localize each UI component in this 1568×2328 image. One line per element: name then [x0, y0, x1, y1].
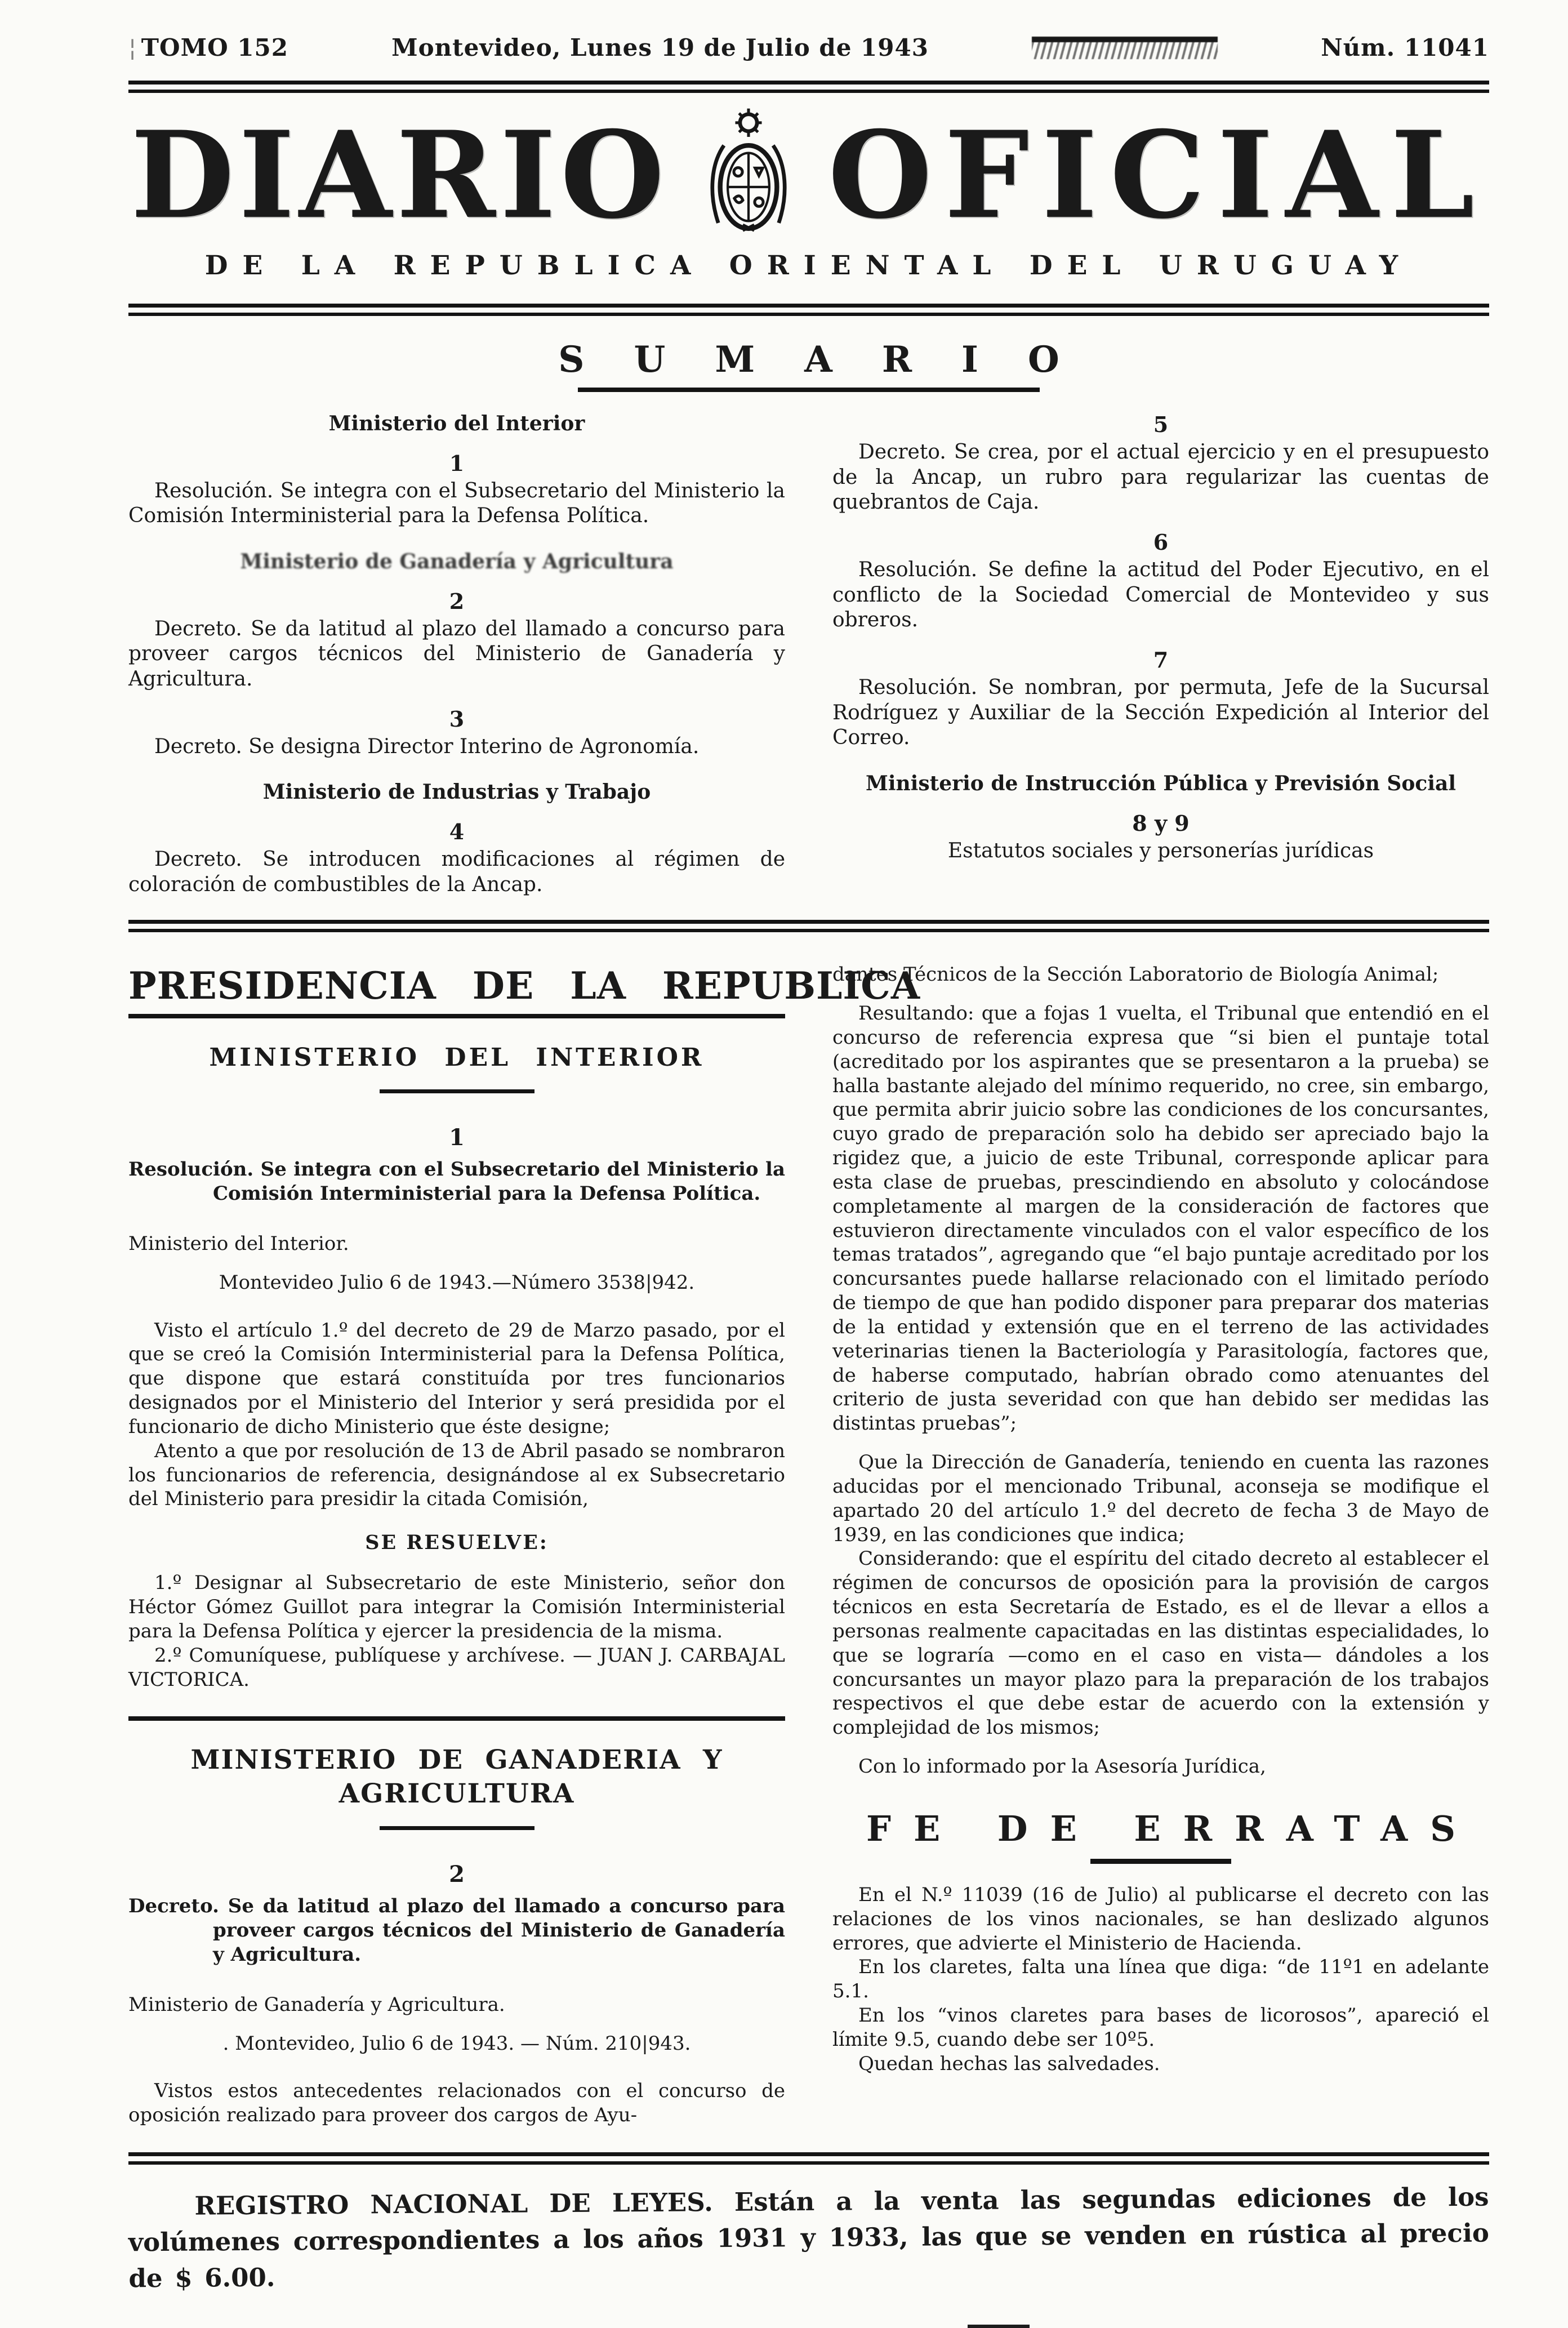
- footer-text: Están a la venta las segundas ediciones de los volúmenes correspondientes a los años 1931 y 1933, las que se venden en rústica al precio de $ 6.00.: [128, 2182, 1490, 2294]
- sumario-ministry-heading: Ministerio de Instrucción Pública y Previsión Social: [865, 771, 1456, 795]
- sumario-entry: Decreto. Se da latitud al plazo del llamado a concurso para proveer cargos técnicos del Ministerio de Ganadería y Agricultura.: [128, 617, 785, 691]
- decree-summary: Resolución. Se integra con el Subsecretario del Ministerio la Comisión Interministerial para la Defensa Política.: [128, 1158, 785, 1205]
- body-paragraph-signature: 2.º Comuníquese, publíquese y archívese. — JUAN J. CARBAJAL VICTORICA.: [128, 1644, 785, 1691]
- ministry-heading: MINISTERIO DEL INTERIOR: [209, 1043, 705, 1072]
- sumario-entry-number: 6: [1153, 529, 1169, 555]
- body-paragraph: Considerando: que el espíritu del citado decreto al establecer el régimen de concursos de oposición para la provisión de cargos técnicos en esta Secretaría de Estado, es el de llevar a ellos a personas realmente capacitadas en las distintas especialidades, lo que se lograría —como en el caso en vista— dándoles a los concursantes un mayor plazo para la preparación de los trabajos respectivos el que debe estar de acuerdo con la extensión y complejidad de los mismos;: [832, 1547, 1489, 1739]
- sumario-left-column: [128, 411, 785, 897]
- erratas-paragraph: Quedan hechas las salvedades.: [858, 2052, 1160, 2075]
- body-paragraph-continuation: dantes Técnicos de la Sección Laboratorio de Biología Animal;: [832, 963, 1439, 986]
- body-paragraph: Que la Dirección de Ganadería, teniendo en cuenta las razones aducidas por el mencionado Tribunal, aconseja se modifique el apartado 20 del artículo 1.º del decreto de fecha 3 de Mayo de 1939, en las condiciones que indica;: [832, 1451, 1489, 1546]
- sumario-entry: Resolución. Se integra con el Subsecretario del Ministerio la Comisión Interministerial para la Defensa Política.: [128, 479, 785, 528]
- divider-rule: [128, 81, 1489, 93]
- sumario-entry: Resolución. Se nombran, por permuta, Jefe de la Sucursal Rodríguez y Auxiliar de la Sección Expedición al Interior del Correo.: [832, 676, 1489, 750]
- sumario-entry-number: 4: [449, 818, 465, 844]
- sumario-entry-number: 7: [1153, 647, 1169, 673]
- erratas-paragraph: En los claretes, falta una línea que diga: “de 11º1 en adelante 5.1.: [832, 1956, 1489, 2003]
- date-line: . Montevideo, Julio 6 de 1943. — Núm. 210|943.: [222, 2032, 691, 2055]
- sumario-ministry-heading: Ministerio de Industrias y Trabajo: [262, 780, 651, 804]
- volume-text: TOMO 152: [141, 34, 288, 61]
- body-paragraph: 1.º Designar al Subsecretario de este Ministerio, señor don Héctor Gómez Guillot para integrar la Comisión Interministerial para la Defensa Política y ejercer la presidencia de la misma.: [128, 1572, 785, 1642]
- sumario-entry: Decreto. Se introducen modificaciones al régimen de coloración de combustibles de la Ancap.: [128, 848, 785, 896]
- sumario-entry: Decreto. Se crea, por el actual ejercicio y en el presupuesto de la Ancap, un rubro para regularizar las cuentas de quebrantos de Caja.: [832, 440, 1489, 514]
- sumario-entry-number: 2: [449, 588, 465, 614]
- decree-number: 2: [449, 1860, 465, 1888]
- main-left-column: [128, 963, 921, 2127]
- section-title: MINISTERIO DE GANADERIA Y AGRICULTURA: [190, 1744, 723, 1809]
- sumario-entry: Decreto. Se designa Director Interino de Agronomía.: [154, 735, 700, 758]
- body-paragraph: Con lo informado por la Asesoría Jurídica,: [858, 1755, 1266, 1778]
- erratas-title: FE DE ERRATAS: [866, 1808, 1478, 1849]
- body-paragraph: Vistos estos antecedentes relacionados con el concurso de oposición realizado para proveer dos cargos de Ayu-: [128, 2080, 785, 2127]
- masthead-word-diario: DIARIO: [131, 104, 669, 245]
- body-paragraph: Resultando: que a fojas 1 vuelta, el Tribunal que entendió en el concurso de referencia expresa que “si bien el puntaje total (acreditado por los aspirantes que se presentaron a la prueba) se halla bastante alejado del mínimo requerido, no cree, sin embargo, que permita abrir juicio sobre las condiciones de los concursantes, cuyo grado de preparación solo ha debido ser apreciado bajo la rigidez que, a juicio de este Tribunal, corresponde aplicar para esta clase de pruebas, prescindiendo en absoluto y colocándose completamente al margen de la consideración de factores que estuvieron directamente vinculados con el valor específico de los temas tratados”, agregando que “el bajo puntaje acreditado por los concursantes puede hallarse relacionado con el limitado período de tiempo de que han podido disponer para preparar dos materias de la entidad y extensión que en el terreno de las actividades veterinarias tienen la Bacteriología y Parasitología, factores que, de haberse computado, habrían obrado como atenuantes del criterio de justa severidad con que han debido ser medidas las distintas pruebas”;: [832, 1002, 1489, 1435]
- decree-number: 1: [449, 1124, 465, 1151]
- masthead-word-oficial: OFICIAL: [828, 104, 1487, 245]
- erratas-title-rule: [1090, 1859, 1231, 1864]
- issue-number: Núm. 11041: [1321, 34, 1489, 61]
- footer-notice: [128, 2179, 1489, 2297]
- date-line: Montevideo Julio 6 de 1943.—Número 3538|942.: [219, 1271, 695, 1294]
- sumario-entry-number: 8 y 9: [1132, 810, 1190, 836]
- divider-rule: [128, 2152, 1489, 2165]
- masthead-subtitle: DE LA REPUBLICA ORIENTAL DEL URUGUAY: [204, 250, 1413, 281]
- coat-of-arms-icon: [701, 108, 796, 242]
- date-label: Montevideo, Lunes 19 de Julio de 1943: [391, 34, 929, 61]
- sumario-ministry-heading: Ministerio del Interior: [328, 412, 585, 435]
- section-title: PRESIDENCIA DE LA REPUBLICA: [128, 964, 921, 1008]
- source-line: Ministerio de Ganadería y Agricultura.: [128, 1993, 505, 2016]
- source-line: Ministerio del Interior.: [128, 1232, 349, 1255]
- sumario-title-rule: [578, 388, 1040, 392]
- volume-label: [128, 34, 288, 61]
- erratas-paragraph: En el N.º 11039 (16 de Julio) al publicarse el decreto con las relaciones de los vinos nacionales, se han deslizado algunos errores, que advierte el Ministerio de Hacienda.: [832, 1883, 1489, 1955]
- section-title-rule: [128, 1014, 785, 1018]
- page-header: [128, 34, 1489, 61]
- sumario-entry-number: 3: [449, 706, 465, 732]
- sumario-entry-number: 5: [1153, 412, 1169, 437]
- body-paragraph: Visto el artículo 1.º del decreto de 29 de Marzo pasado, por el que se creó la Comisión Interministerial para la Defensa Política, que dispone que estará constituída por tres funcionarios designados por el Ministerio del Interior y será presidida por el funcionario de dicho Ministerio que éste designe;: [128, 1319, 785, 1438]
- short-rule: [380, 1826, 534, 1830]
- sumario-section: [128, 411, 1489, 897]
- divider-rule: [128, 920, 1489, 932]
- sumario-title: SUMARIO: [558, 339, 1109, 381]
- main-right-column: [832, 963, 1489, 2127]
- decree-summary: Decreto. Se da latitud al plazo del llamado a concurso para proveer cargos técnicos del Ministerio de Ganadería y Agricultura.: [128, 1895, 785, 1966]
- divider-rule: [128, 304, 1489, 316]
- sumario-entry: Resolución. Se define la actitud del Poder Ejecutivo, en el conflicto de la Sociedad Comercial de Montevideo y sus obreros.: [832, 558, 1489, 632]
- scan-artifact-tick: ¦: [128, 34, 137, 61]
- se-resuelve-heading: SE RESUELVE:: [365, 1531, 549, 1555]
- ink-smudge: [1032, 37, 1218, 59]
- masthead: [131, 104, 1487, 245]
- short-rule: [380, 1089, 534, 1093]
- erratas-paragraph: En los “vinos claretes para bases de licorosos”, apareció el límite 9.5, cuando debe ser 10º5.: [832, 2004, 1489, 2051]
- sumario-right-column: [832, 411, 1489, 897]
- sumario-ministry-heading: Ministerio de Ganadería y Agricultura: [240, 549, 674, 573]
- sumario-entry: Estatutos sociales y personerías jurídicas: [947, 839, 1374, 862]
- main-body: [128, 963, 1489, 2127]
- divider-rule: [128, 1716, 785, 1721]
- footer-dash-artifact: [968, 2325, 1030, 2328]
- body-paragraph: Atento a que por resolución de 13 de Abril pasado se nombraron los funcionarios de referencia, designándose al ex Subsecretario del Ministerio para presidir la citada Comisión,: [128, 1439, 785, 1511]
- footer-lead: REGISTRO NACIONAL DE LEYES.: [194, 2187, 713, 2221]
- sumario-entry-number: 1: [449, 450, 465, 476]
